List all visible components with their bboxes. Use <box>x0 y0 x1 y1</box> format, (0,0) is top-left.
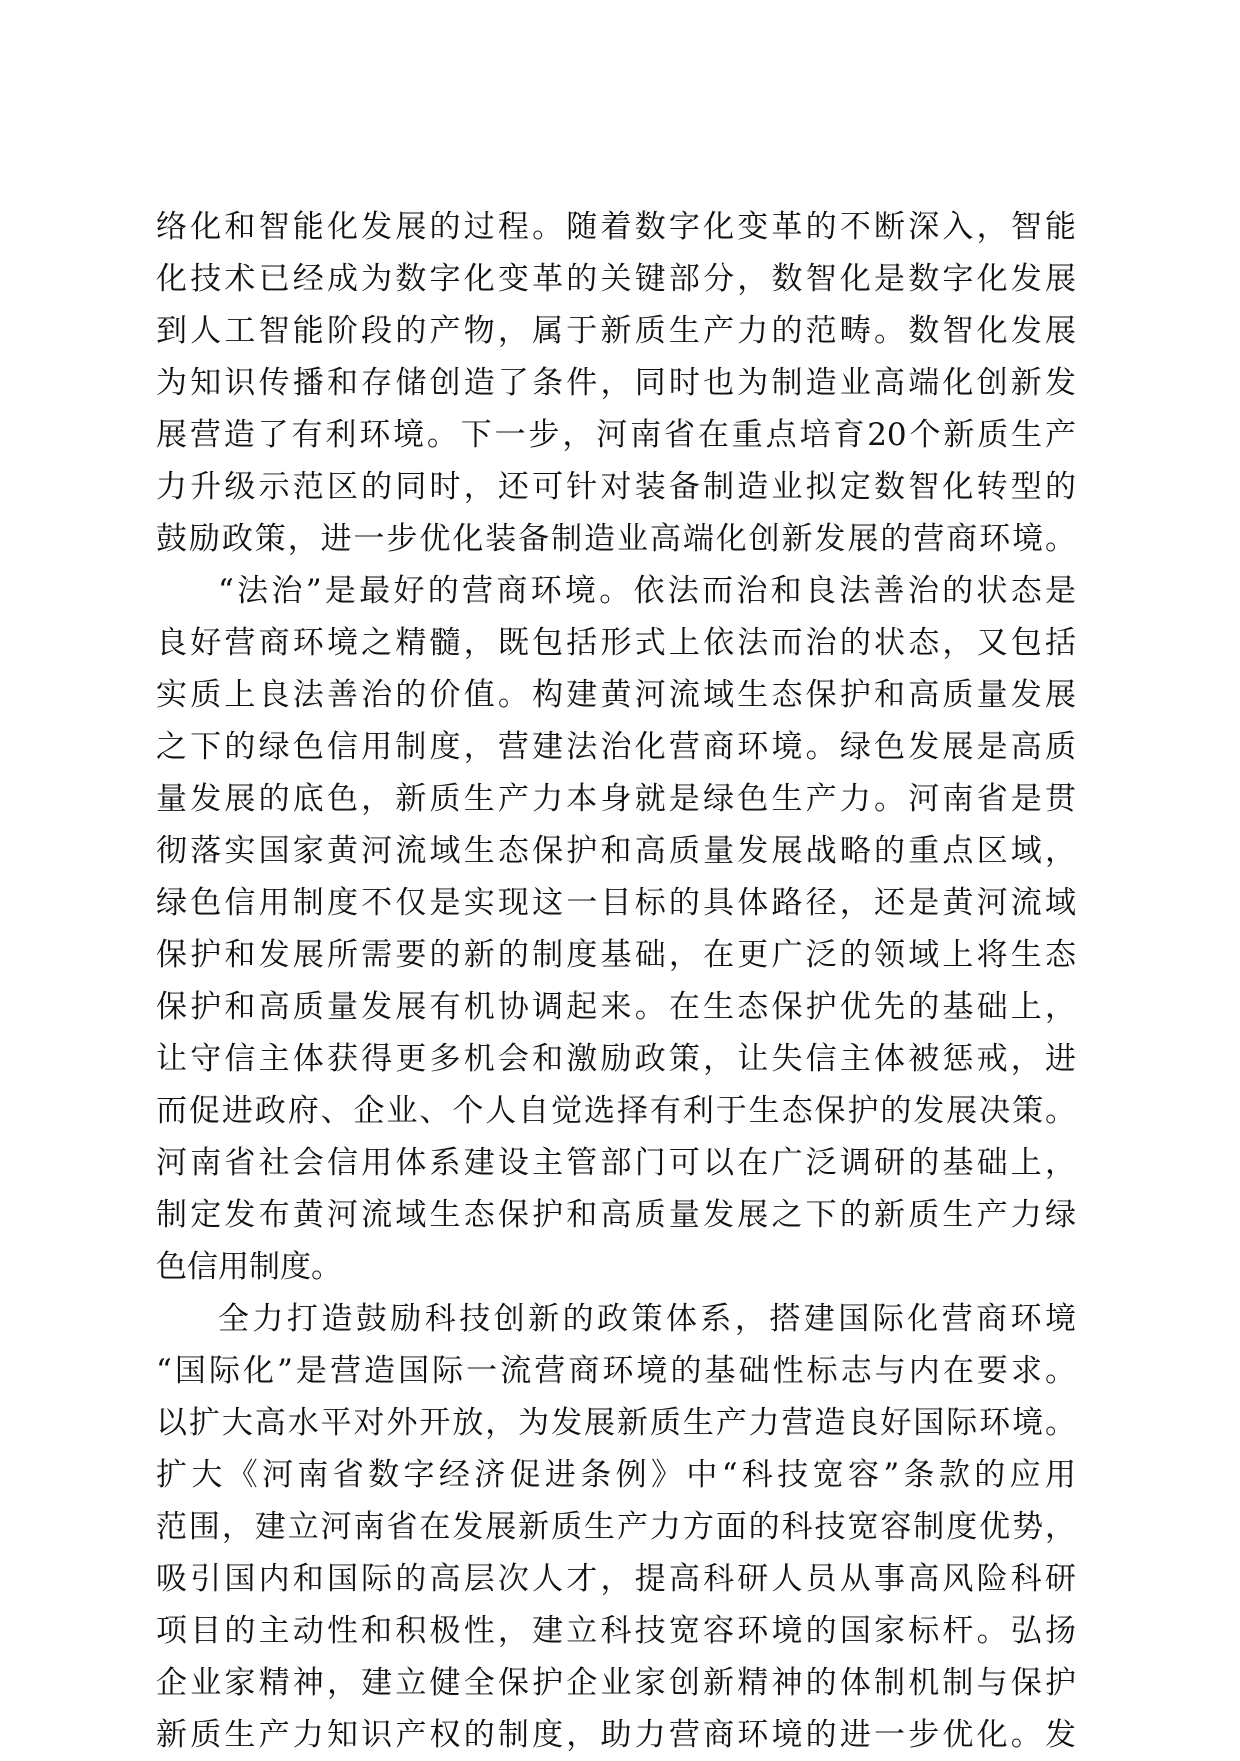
text-line: 吸引国内和国际的高层次人才，提高科研人员从事高风险科研 <box>156 1561 1076 1597</box>
text-line: 展营造了有利环境。下一步，河南省在重点培育20个新质生产 <box>156 417 1076 453</box>
body-text <box>156 201 1076 1761</box>
text-line: 之下的绿色信用制度，营建法治化营商环境。绿色发展是高质 <box>156 729 1076 765</box>
text-line: 彻落实国家黄河流域生态保护和高质量发展战略的重点区域， <box>156 833 1076 869</box>
text-line: 为知识传播和存储创造了条件，同时也为制造业高端化创新发 <box>156 365 1076 401</box>
section-heading-line: 全力打造鼓励科技创新的政策体系，搭建国际化营商环境 <box>218 1301 1076 1337</box>
text-line: 量发展的底色，新质生产力本身就是绿色生产力。河南省是贯 <box>156 781 1076 817</box>
text-line: 保护和高质量发展有机协调起来。在生态保护优先的基础上， <box>156 989 1076 1025</box>
text-line: 络化和智能化发展的过程。随着数字化变革的不断深入，智能 <box>156 209 1076 245</box>
text-line: 以扩大高水平对外开放，为发展新质生产力营造良好国际环境。 <box>156 1405 1076 1441</box>
text-line: 扩大《河南省数字经济促进条例》中“科技宽容”条款的应用 <box>156 1457 1076 1493</box>
text-line: 力升级示范区的同时，还可针对装备制造业拟定数智化转型的 <box>156 469 1076 505</box>
text-line: 鼓励政策，进一步优化装备制造业高端化创新发展的营商环境。 <box>156 521 1076 557</box>
text-line: 而促进政府、企业、个人自觉选择有利于生态保护的发展决策。 <box>156 1093 1076 1129</box>
text-line: 到人工智能阶段的产物，属于新质生产力的范畴。数智化发展 <box>156 313 1076 349</box>
paragraph-last-line: 色信用制度。 <box>156 1249 342 1285</box>
text-line: 制定发布黄河流域生态保护和高质量发展之下的新质生产力绿 <box>156 1197 1076 1233</box>
text-line: 让守信主体获得更多机会和激励政策，让失信主体被惩戒，进 <box>156 1041 1076 1077</box>
text-line: 实质上良法善治的价值。构建黄河流域生态保护和高质量发展 <box>156 677 1076 713</box>
text-line: “国际化”是营造国际一流营商环境的基础性标志与内在要求。 <box>156 1353 1076 1389</box>
text-line: 保护和发展所需要的新的制度基础，在更广泛的领域上将生态 <box>156 937 1076 973</box>
text-line: 新质生产力知识产权的制度，助力营商环境的进一步优化。发 <box>156 1717 1076 1753</box>
text-line: 化技术已经成为数字化变革的关键部分，数智化是数字化发展 <box>156 261 1076 297</box>
text-line: 良好营商环境之精髓，既包括形式上依法而治的状态，又包括 <box>156 625 1076 661</box>
text-line: 绿色信用制度不仅是实现这一目标的具体路径，还是黄河流域 <box>156 885 1076 921</box>
text-line: 河南省社会信用体系建设主管部门可以在广泛调研的基础上， <box>156 1145 1076 1181</box>
paragraph-first-line: “法治”是最好的营商环境。依法而治和良法善治的状态是 <box>218 573 1076 609</box>
text-line: 范围，建立河南省在发展新质生产力方面的科技宽容制度优势， <box>156 1509 1076 1545</box>
text-line: 项目的主动性和积极性，建立科技宽容环境的国家标杆。弘扬 <box>156 1613 1076 1649</box>
text-line: 企业家精神，建立健全保护企业家创新精神的体制机制与保护 <box>156 1665 1076 1701</box>
